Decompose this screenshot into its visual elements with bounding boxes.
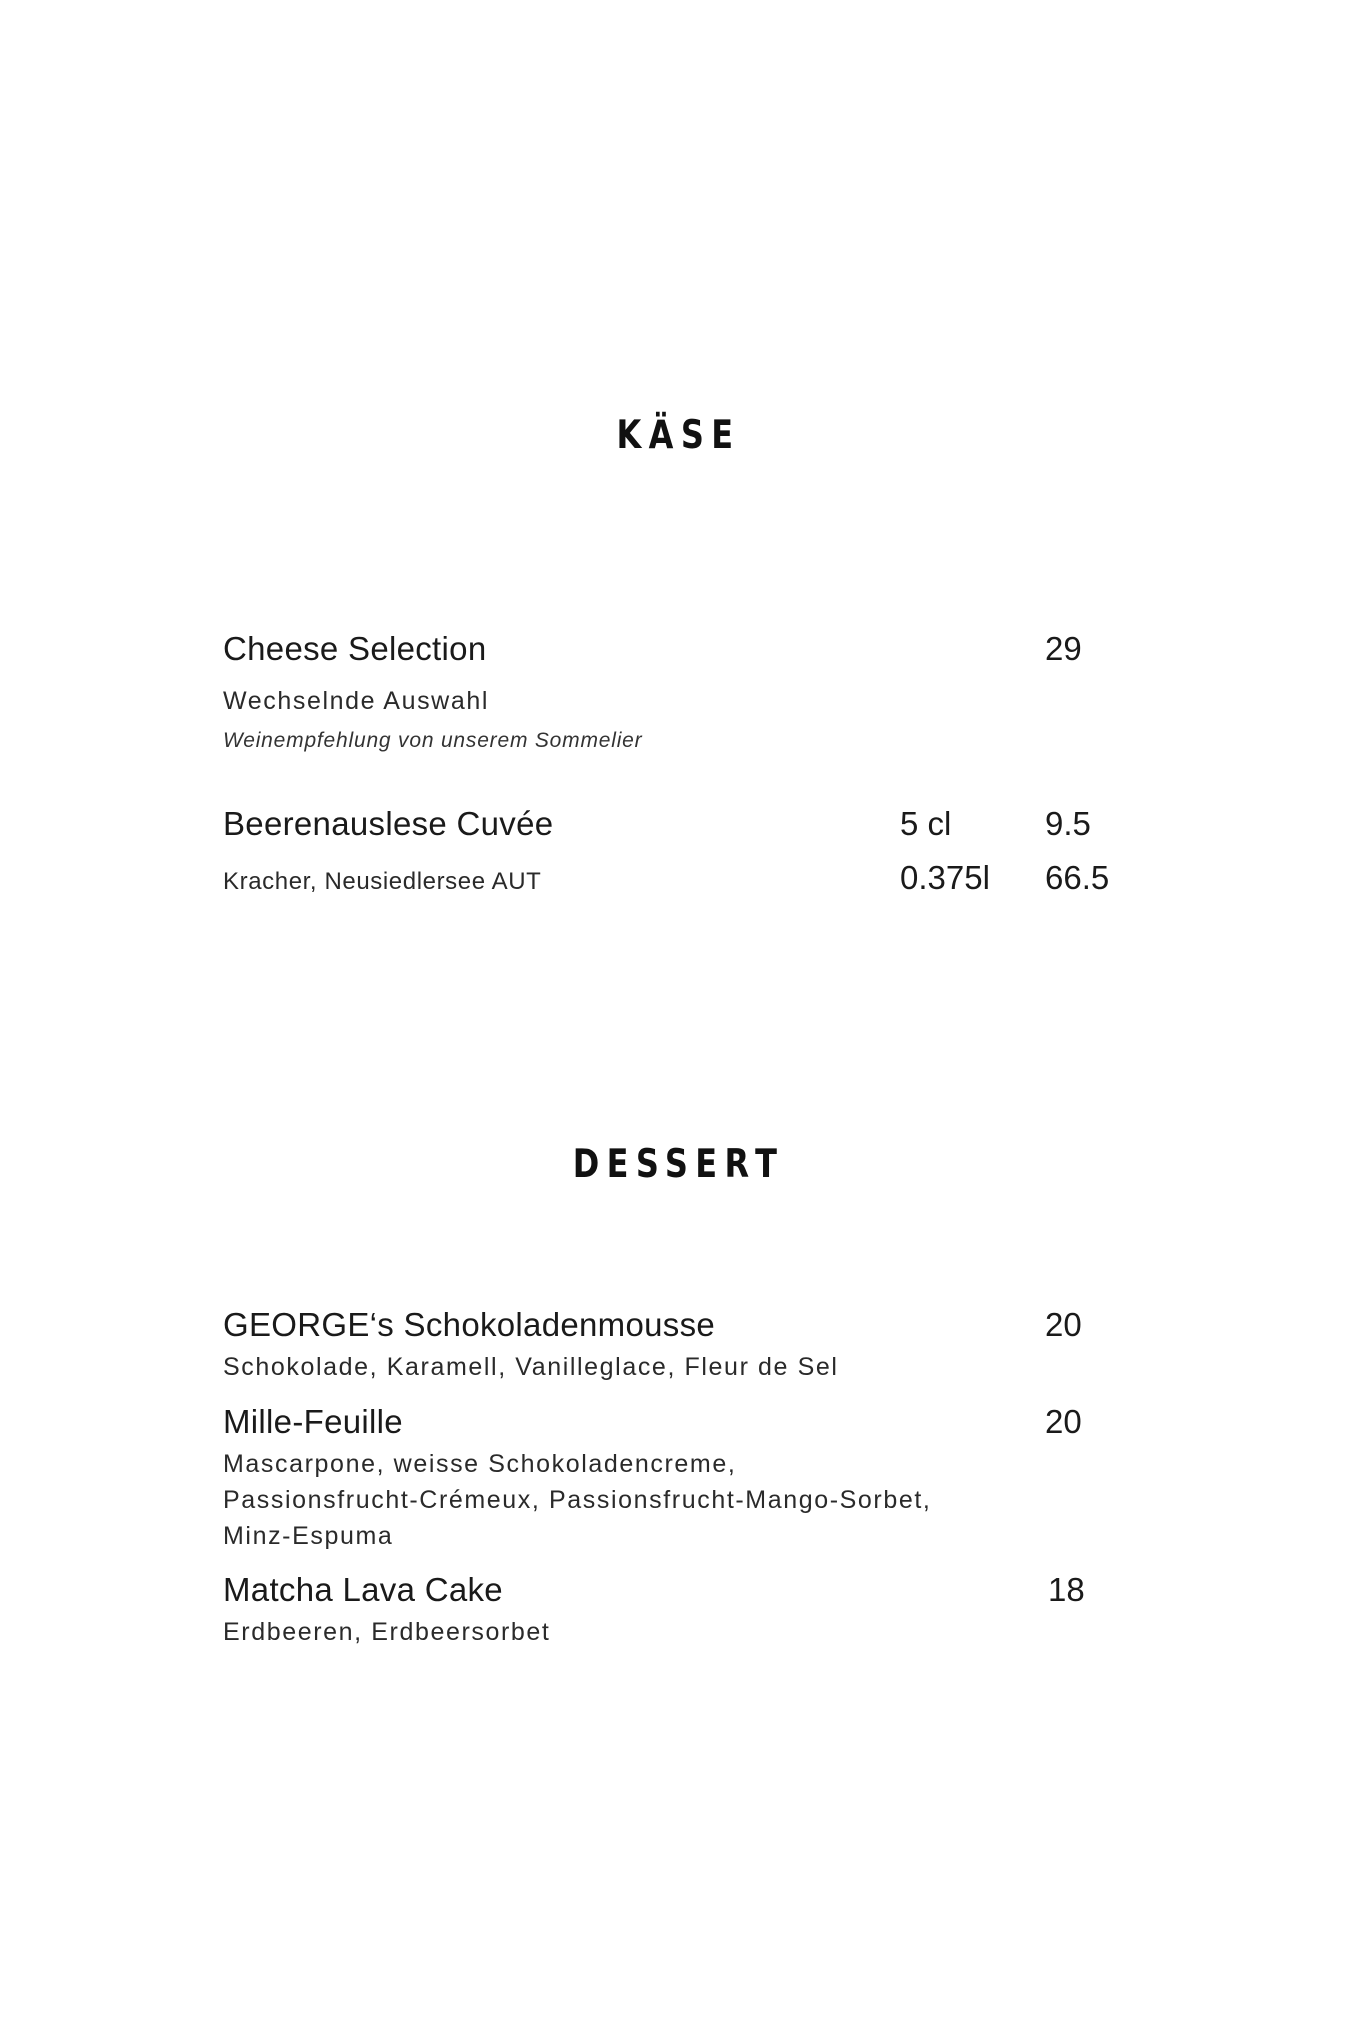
item-origin: Kracher, Neusiedlersee AUT xyxy=(223,868,542,895)
item-price: 29 xyxy=(1045,630,1082,667)
item-price: 20 xyxy=(1045,1403,1082,1440)
item-name: Beerenauslese Cuvée xyxy=(223,805,554,842)
section-title-dessert: DESSERT xyxy=(572,1142,785,1187)
item-price: 9.5 xyxy=(1045,805,1091,842)
item-volume: 5 cl xyxy=(900,805,952,842)
section-title-kaese: KÄSE xyxy=(616,413,741,458)
item-description: Mascarpone, weisse Schokoladencreme, xyxy=(223,1450,737,1478)
item-name: GEORGE‘s Schokoladenmousse xyxy=(223,1306,716,1343)
item-description: Erdbeeren, Erdbeersorbet xyxy=(223,1618,551,1646)
item-price: 18 xyxy=(1048,1571,1085,1608)
item-description: Minz-Espuma xyxy=(223,1522,394,1550)
item-description: Schokolade, Karamell, Vanilleglace, Fleur de Sel xyxy=(223,1353,839,1381)
item-note: Weinempfehlung von unserem Sommelier xyxy=(223,729,643,752)
item-description: Wechselnde Auswahl xyxy=(223,687,489,715)
item-volume: 0.375l xyxy=(900,859,990,896)
item-description: Passionsfrucht-Crémeux, Passionsfrucht-Mango-Sorbet, xyxy=(223,1486,932,1514)
item-name: Mille-Feuille xyxy=(223,1403,403,1440)
item-name: Matcha Lava Cake xyxy=(223,1571,503,1608)
item-price: 66.5 xyxy=(1045,859,1110,896)
item-name: Cheese Selection xyxy=(223,630,487,667)
item-price: 20 xyxy=(1045,1306,1082,1343)
